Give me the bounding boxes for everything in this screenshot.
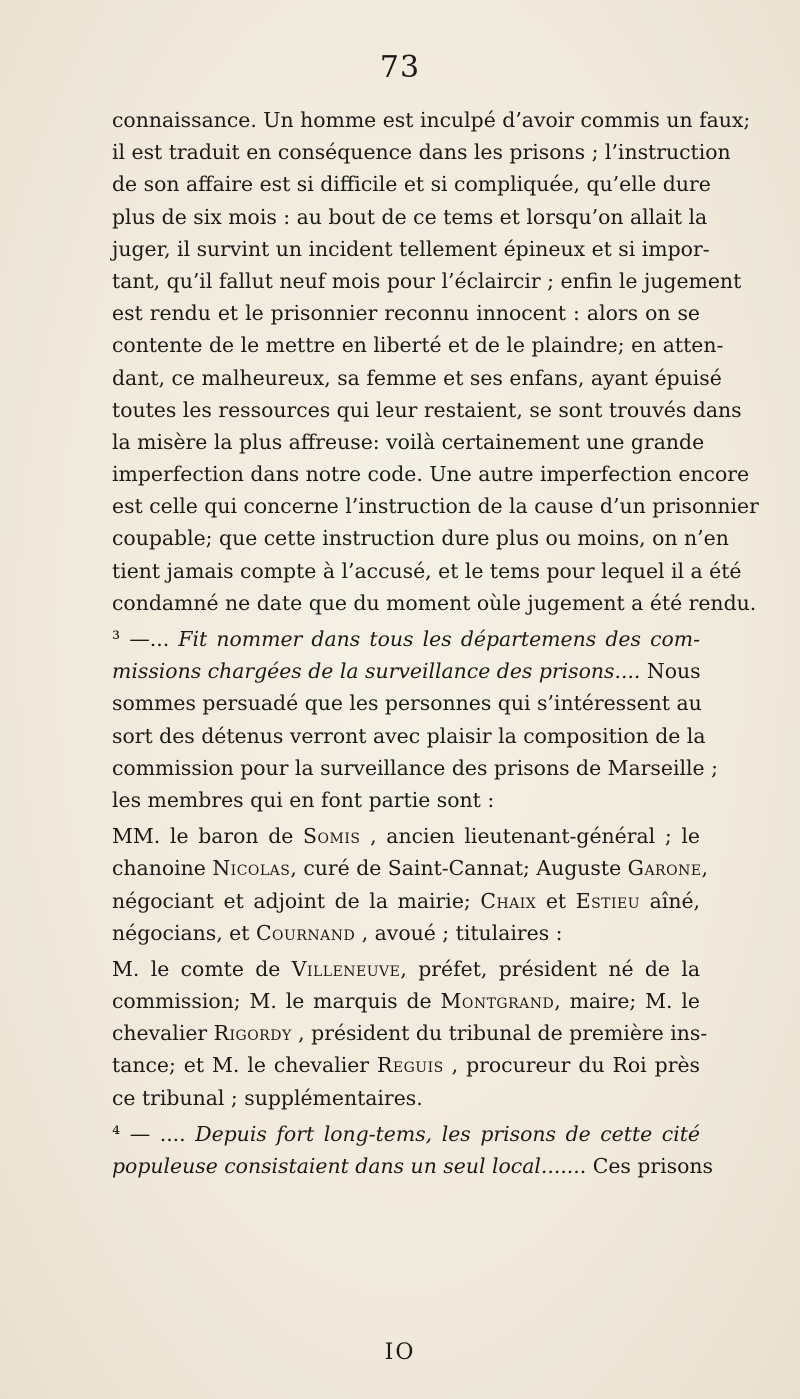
proper-name: Garone [627, 856, 702, 881]
text-line [112, 201, 708, 233]
text-segment: et [536, 888, 576, 913]
body-text [112, 104, 759, 1182]
proper-name: Cournand [255, 920, 356, 945]
text-segment: chanoine [112, 856, 213, 881]
text-segment: de son affaire est si difficile et si compliquée, qu’elle dure [112, 172, 711, 197]
italic-text: populeuse consistaient dans un seul local....... [112, 1154, 587, 1178]
text-segment: , avoué ; titulaires : [355, 920, 563, 945]
text-segment: il est traduit en conséquence dans les prisons ; l’instruction [112, 140, 731, 165]
text-segment: plus de six mois : au bout de ce tems et lorsqu’on allait la [112, 204, 708, 229]
text-line [112, 623, 700, 655]
text-segment: tient jamais compte à l’accusé, et le tems pour lequel il a été [112, 558, 742, 583]
text-segment: connaissance. Un homme est inculpé d’avoir commis un faux; [112, 108, 751, 132]
text-line [112, 329, 724, 361]
page-number: 73 [379, 50, 421, 85]
text-segment: contente de le mettre en liberté et de le plaindre; en atten- [112, 333, 724, 358]
text-line [112, 655, 700, 687]
text-segment: , ancien lieutenant-général ; le [360, 824, 700, 849]
text-segment: , préfet, président né de la [400, 956, 701, 981]
text-segment: négocians, et [112, 920, 256, 945]
text-segment: tance; et M. le chevalier [112, 1053, 378, 1078]
text-segment: imperfection dans notre code. Une autre imperfection encore [112, 462, 750, 487]
text-line [112, 587, 757, 619]
text-segment: , maire; M. le [554, 989, 700, 1014]
text-line [112, 985, 700, 1017]
text-line [112, 104, 751, 136]
text-segment: condamné ne date que du moment oùle jugement a été rendu. [112, 590, 757, 615]
text-line [112, 917, 700, 949]
text-segment: la misère la plus affreuse: voilà certainement une grande [112, 429, 705, 454]
text-segment: juger, il survint un incident tellement épineux et si impor- [112, 236, 710, 261]
proper-name: Nicolas [212, 856, 291, 881]
text-segment: , procureur du Roi près [443, 1053, 700, 1078]
text-line [112, 297, 700, 329]
text-segment: commission pour la surveillance des prisons de Marseille ; [112, 755, 718, 780]
text-segment: Nous [640, 659, 701, 684]
text-segment: dant, ce malheureux, sa femme et ses enfans, ayant épuisé [112, 365, 722, 390]
text-line [112, 1049, 700, 1081]
text-line [112, 1118, 700, 1150]
proper-name: Reguis [377, 1053, 444, 1078]
text-line [112, 820, 700, 852]
text-segment: les membres qui en font partie sont : [112, 787, 495, 812]
text-segment: , président du tribunal de première ins- [291, 1021, 708, 1046]
text-segment: commission; M. le marquis de [112, 989, 441, 1014]
proper-name: Montgrand [440, 989, 555, 1014]
text-segment: ⁴ — .... [112, 1121, 196, 1146]
italic-text: Depuis fort long-tems, les prisons de cette cité [195, 1121, 700, 1146]
text-line [112, 265, 742, 297]
text-segment: ce tribunal ; supplémentaires. [112, 1085, 423, 1110]
text-line [112, 953, 700, 985]
text-line [112, 426, 705, 458]
text-segment: ³ —... [112, 627, 179, 651]
proper-name: Somis [303, 824, 361, 849]
text-segment: tant, qu’il fallut neuf mois pour l’éclaircir ; enfin le jugement [112, 268, 742, 293]
text-line [112, 394, 742, 426]
text-segment: , curé de Saint-Cannat; Auguste [290, 856, 628, 881]
text-segment: sommes persuadé que les personnes qui s’intéressent au [112, 691, 702, 716]
proper-name: Estieu [575, 888, 641, 913]
text-segment: sort des détenus verront avec plaisir la composition de la [112, 723, 706, 748]
text-segment: Ces prisons [586, 1154, 714, 1178]
proper-name: Villeneuve [291, 956, 401, 981]
text-segment: MM. le baron de [112, 824, 304, 849]
text-line [112, 720, 706, 752]
text-line [112, 233, 710, 265]
text-line [112, 136, 731, 168]
text-segment: , [701, 856, 709, 881]
text-segment: est rendu et le prisonnier reconnu innocent : alors on se [112, 301, 700, 326]
text-line [112, 687, 700, 719]
text-segment: négociant et adjoint de la mairie; [112, 888, 481, 913]
text-segment: coupable; que cette instruction dure plus ou moins, on n’en [112, 526, 729, 551]
text-line [112, 1150, 714, 1182]
text-line [112, 752, 718, 784]
text-segment: M. le comte de [112, 956, 292, 981]
text-line [112, 522, 729, 554]
proper-name: Chaix [480, 888, 537, 913]
text-segment: aîné, [640, 888, 700, 913]
proper-name: Rigordy [213, 1021, 292, 1046]
text-segment: est celle qui concerne l’instruction de la cause d’un prisonnier [112, 494, 759, 519]
italic-text: Fit nommer dans tous les départemens des com- [178, 627, 700, 651]
text-segment: chevalier [112, 1021, 214, 1046]
text-segment: toutes les ressources qui leur restaient, se sont trouvés dans [112, 397, 742, 422]
text-line [112, 1017, 708, 1049]
text-line [112, 490, 759, 522]
text-line [112, 555, 742, 587]
signature-mark: IO [384, 1340, 416, 1365]
text-line [112, 168, 711, 200]
text-line [112, 458, 750, 490]
italic-text: missions chargées de la surveillance des prisons.... [112, 659, 641, 684]
text-line [112, 885, 700, 917]
text-line [112, 852, 709, 884]
text-line [112, 1082, 700, 1114]
text-line [112, 362, 722, 394]
text-line [112, 784, 700, 816]
